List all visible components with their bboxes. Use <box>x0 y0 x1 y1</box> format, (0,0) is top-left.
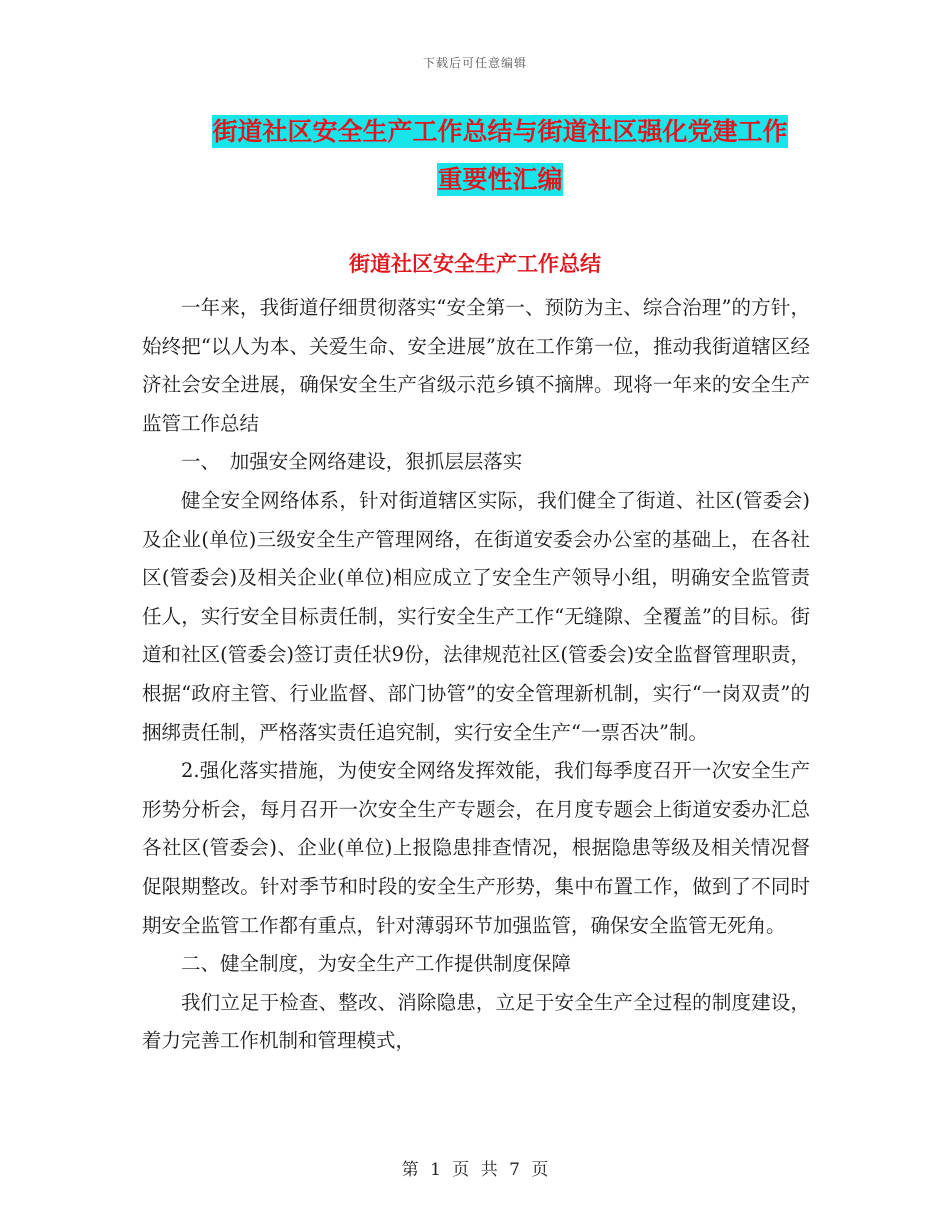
paragraph: 健全安全网络体系，针对街道辖区实际，我们健全了街道、社区(管委会)及企业(单位)三级安全生产管理网络，在街道安委会办公室的基础上，在各社区(管委会)及相关企业(单位)相应成立了安全生产领导小组，明确安全监管责任人，实行安全目标责任制，实行安全生产工作“无缝隙、全覆盖”的目标。街道和社区(管委会)签订责任状9份，法律规范社区(管委会)安全监督管理职责，根据“政府主管、行业监督、部门协管”的安全管理新机制，实行“一岗双责”的捆绑责任制，严格落实责任追究制，实行安全生产“一票否决”制。 <box>142 488 810 744</box>
document-title-line1: 街道社区安全生产工作总结与街道社区强化党建工作 <box>212 117 788 146</box>
section-title: 街道社区安全生产工作总结 <box>349 252 601 276</box>
document-title <box>120 108 880 204</box>
page-footer: 第 1 页 共 7 页 <box>401 1160 549 1180</box>
paragraph: 一、 加强安全网络建设，狠抓层层落实 <box>181 450 523 474</box>
body-text <box>142 289 810 1061</box>
paragraph: 我们立足于检查、整改、消除隐患，立足于安全生产全过程的制度建设，着力完善工作机制和管理模式， <box>142 990 810 1053</box>
paragraph: 二、健全制度，为安全生产工作提供制度保障 <box>181 952 572 976</box>
paragraph: 2.强化落实措施，为使安全网络发挥效能，我们每季度召开一次安全生产形势分析会，每月召开一次安全生产专题会，在月度专题会上街道安委办汇总各社区(管委会)、企业(单位)上报隐患排查情况，根据隐患等级及相关情况督促限期整改。针对季节和时段的安全生产形势，集中布置工作，做到了不同时期安全监管工作都有重点，针对薄弱环节加强监管，确保安全监管无死角。 <box>142 759 810 937</box>
document-title-line2: 重要性汇编 <box>437 165 563 194</box>
paragraph: 一年来，我街道仔细贯彻落实“安全第一、预防为主、综合治理”的方针，始终把“以人为本、关爱生命、安全进展”放在工作第一位，推动我街道辖区经济社会安全进展，确保安全生产省级示范乡镇不摘牌。现将一年来的安全生产监管工作总结 <box>142 296 810 435</box>
header-note: 下载后可任意编辑 <box>422 56 527 70</box>
